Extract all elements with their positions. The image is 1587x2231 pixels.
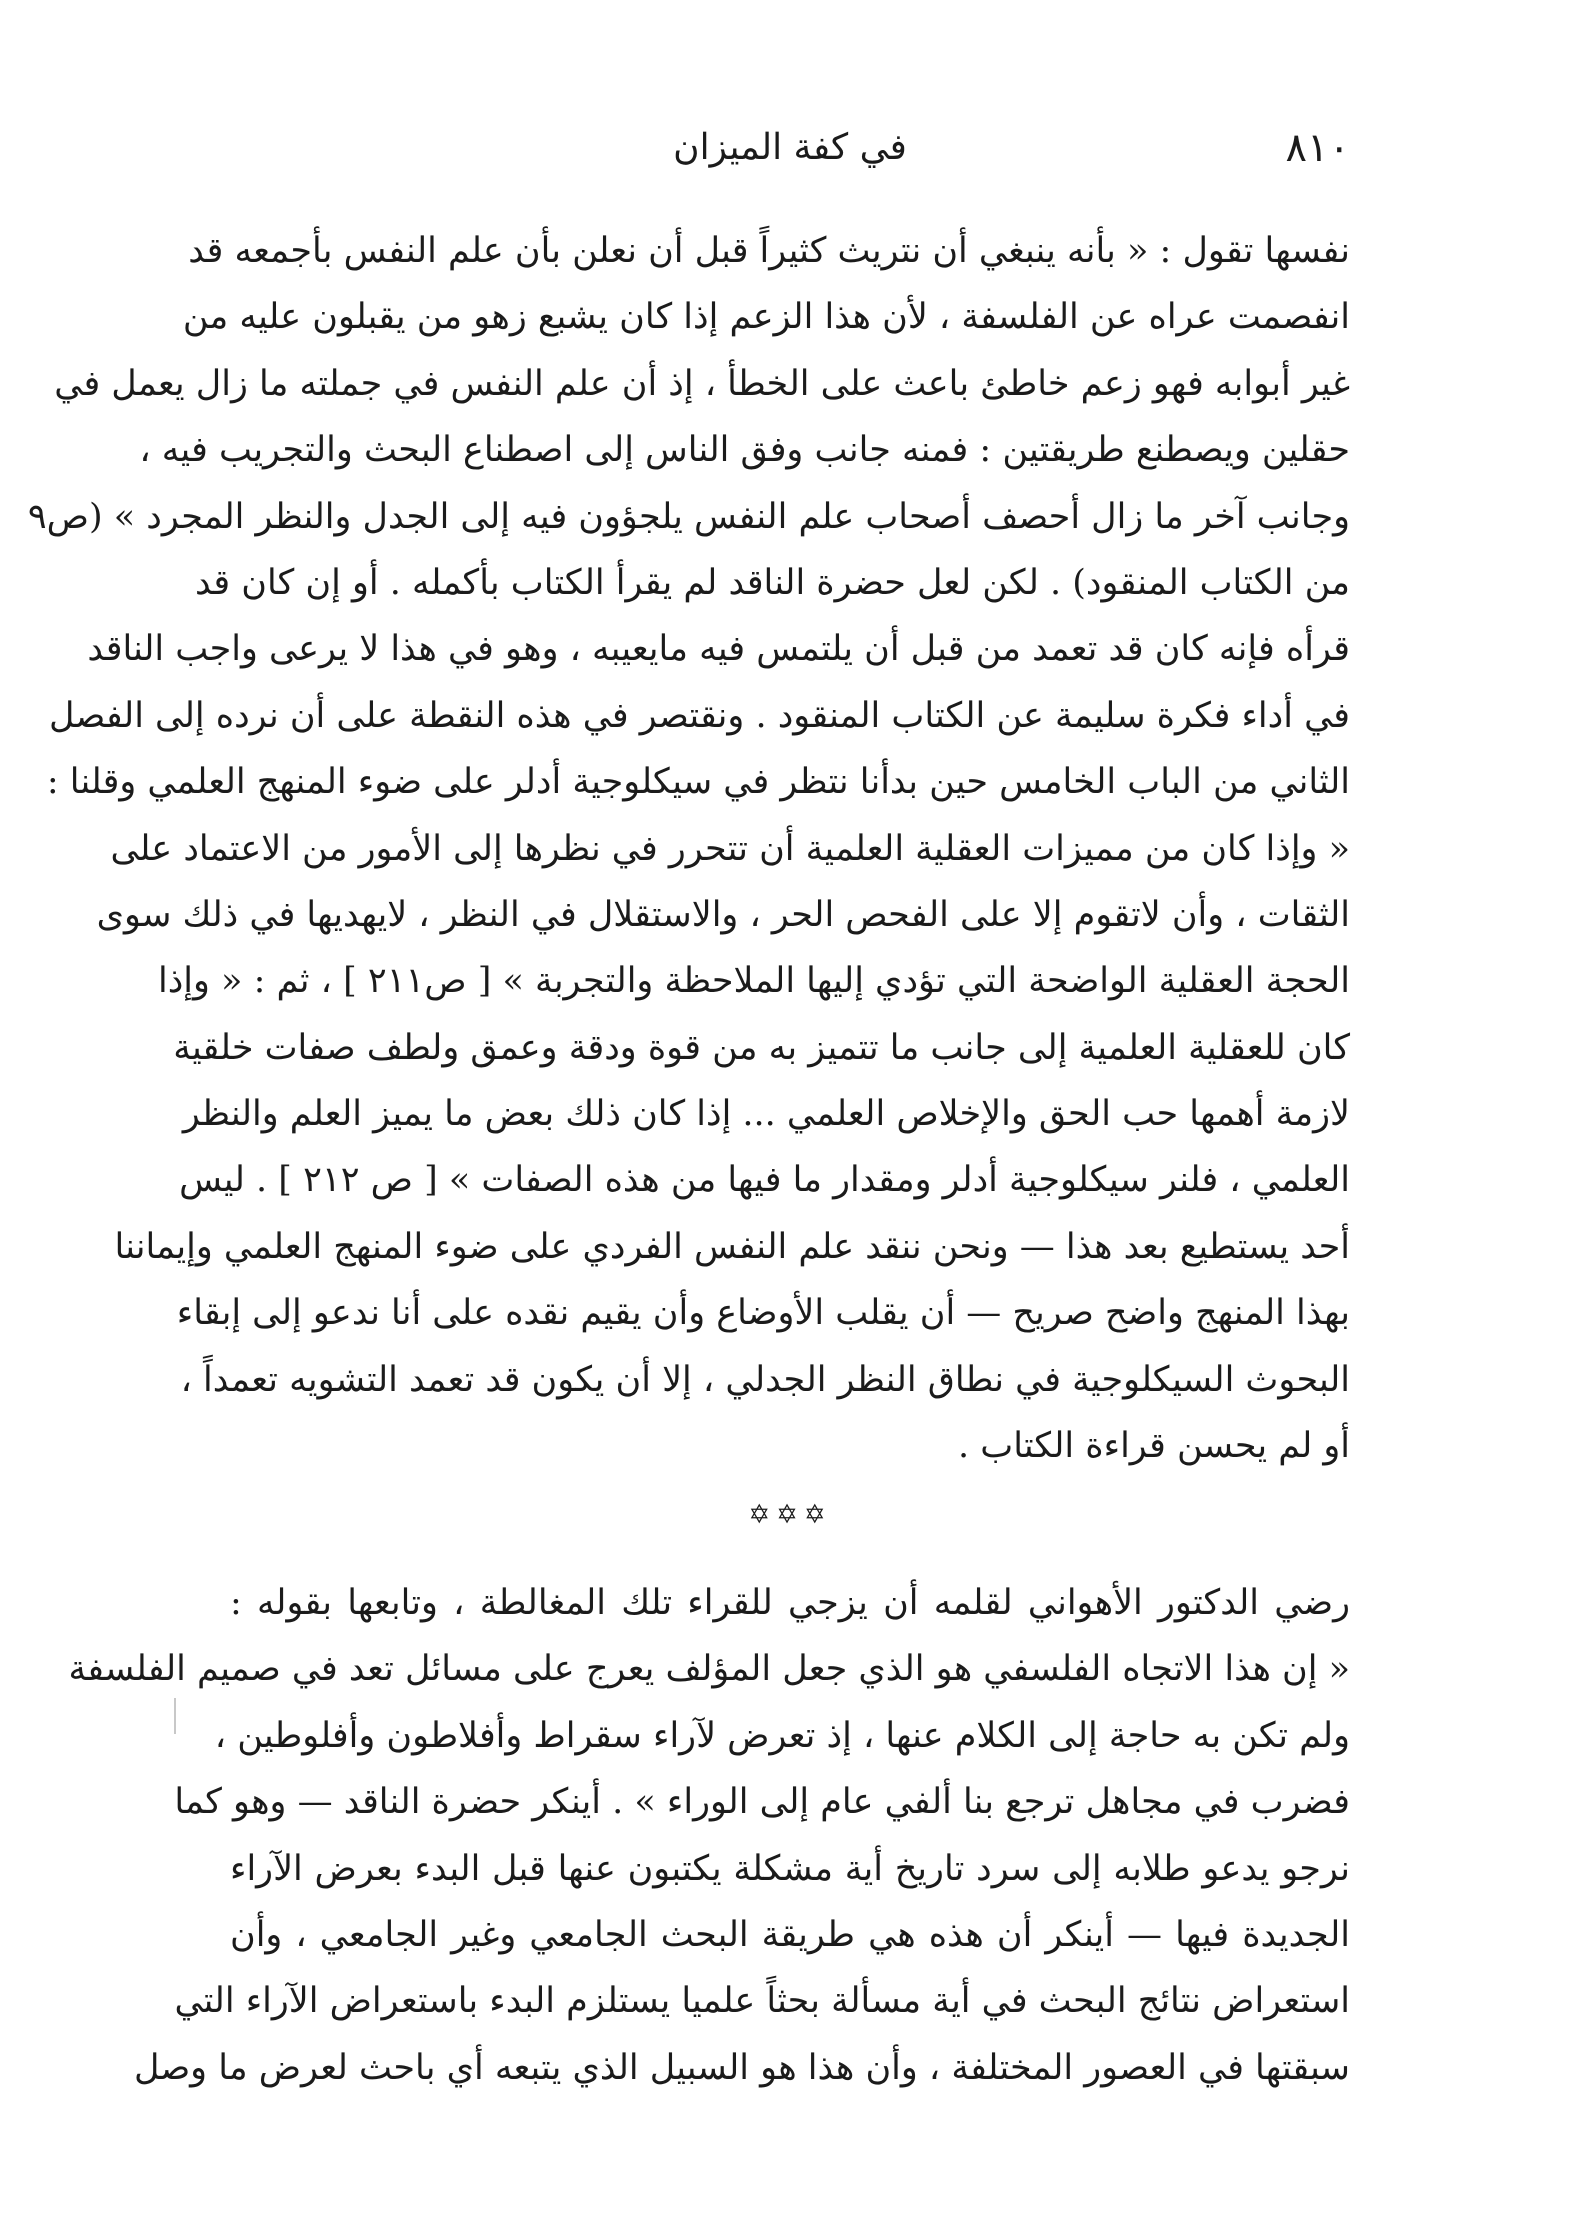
text-line: من الكتاب المنقود) . لكن لعل حضرة الناقد لم يقرأ الكتاب بأكمله . أو إن كان قد [195,562,1350,603]
text-block-second [68,1570,1350,2101]
text-line: انفصمت عراه عن الفلسفة ، لأن هذا الزعم إذا كان يشبع زهو من يقبلون عليه من [182,297,1350,338]
text-line: كان للعقلية العلمية إلى جانب ما تتميز به من قوة ودقة وعمق ولطف صفات خلقية [173,1027,1350,1068]
text-line: أحد يستطيع بعد هذا — ونحن ننقد علم النفس الفردي على ضوء المنهج العلمي وإيماننا [114,1226,1350,1267]
text-line: العلمي ، فلنر سيكلوجية أدلر ومقدار ما فيها من هذه الصفات » [ ص ٢١٢ ] . ليس [179,1160,1350,1201]
text-line: رضي الدكتور الأهواني لقلمه أن يزجي للقراء تلك المغالطة ، وتابعها بقوله : [230,1583,1350,1623]
text-line: أو لم يحسن قراءة الكتاب . [958,1426,1350,1467]
text-line: حقلين ويصطنع طريقتين : فمنه جانب وفق الناس إلى اصطناع البحث والتجريب فيه ، [139,430,1350,471]
text-line: سبقتها في العصور المختلفة ، وأن هذا هو السبيل الذي يتبعه أي باحث لعرض ما وصل [133,2047,1350,2088]
text-line: في أداء فكرة سليمة عن الكتاب المنقود . ونقتصر في هذه النقطة على أن نرده إلى الفصل [48,695,1350,736]
text-line: الثقات ، وأن لاتقوم إلا على الفحص الحر ، والاستقلال في النظر ، لايهديها في ذلك سوى [96,894,1350,935]
text-line: بهذا المنهج واضح صريح — أن يقلب الأوضاع وأن يقيم نقده على أنا ندعو إلى إبقاء [176,1293,1350,1334]
text-line: البحوث السيكلوجية في نطاق النظر الجدلي ، إلا أن يكون قد تعمد التشويه تعمداً ، [180,1359,1350,1400]
text-line: قرأه فإنه كان قد تعمد من قبل أن يلتمس فيه مايعيبه ، وهو في هذا لا يرعى واجب الناقد [87,629,1350,670]
margin-mark [174,1698,176,1734]
text-line: « إن هذا الاتجاه الفلسفي هو الذي جعل المؤلف يعرج على مسائل تعد في صميم الفلسفة [68,1649,1350,1690]
text-line: لازمة أهمها حب الحق والإخلاص العلمي ... إذا كان ذلك بعض ما يميز العلم والنظر [182,1094,1350,1135]
page-number: ٨١٠ [1285,125,1350,171]
text-line: غير أبوابه فهو زعم خاطئ باعث على الخطأ ، إذ أن علم النفس في جملته ما زال يعمل في [54,363,1350,404]
text-line: الجديدة فيها — أينكر أن هذه هي طريقة البحث الجامعي وغير الجامعي ، وأن [230,1914,1350,1955]
text-line: نرجو يدعو طلابه إلى سرد تاريخ أية مشكلة يكتبون عنها قبل البدء بعرض الآراء [230,1848,1350,1889]
text-line: الحجة العقلية الواضحة التي تؤدي إليها الملاحظة والتجربة » [ ص٢١١ ] ، ثم : « وإذا [158,961,1350,1002]
text-line: الثاني من الباب الخامس حين بدأنا نتظر في سيكلوجية أدلر على ضوء المنهج العلمي وقلنا : [46,762,1350,803]
running-title: في كفة الميزان [673,127,907,168]
text-line: فضرب في مجاهل ترجع بنا ألفي عام إلى الوراء » . أينكر حضرة الناقد — وهو كما [174,1782,1350,1823]
text-line: استعراض نتائج البحث في أية مسألة بحثاً علميا يستلزم البدء باستعراض الآراء التي [174,1981,1350,2022]
text-line: ولم تكن به حاجة إلى الكلام عنها ، إذ تعرض لآراء سقراط وأفلاطون وأفلوطين ، [214,1715,1350,1756]
text-line: « وإذا كان من مميزات العقلية العلمية أن تتحرر في نظرها إلى الأمور من الاعتماد على [110,828,1350,869]
text-line: نفسها تقول : « بأنه ينبغي أن نتريث كثيراً قبل أن نعلن بأن علم النفس بأجمعه قد [188,231,1350,271]
section-separator-stars: ✡✡✡ [748,1500,832,1530]
text-block-first [27,218,1350,1479]
text-line: وجانب آخر ما زال أحصف أصحاب علم النفس يلجؤون فيه إلى الجدل والنظر المجرد » (ص٩ [27,496,1350,537]
page-header [230,118,1350,178]
